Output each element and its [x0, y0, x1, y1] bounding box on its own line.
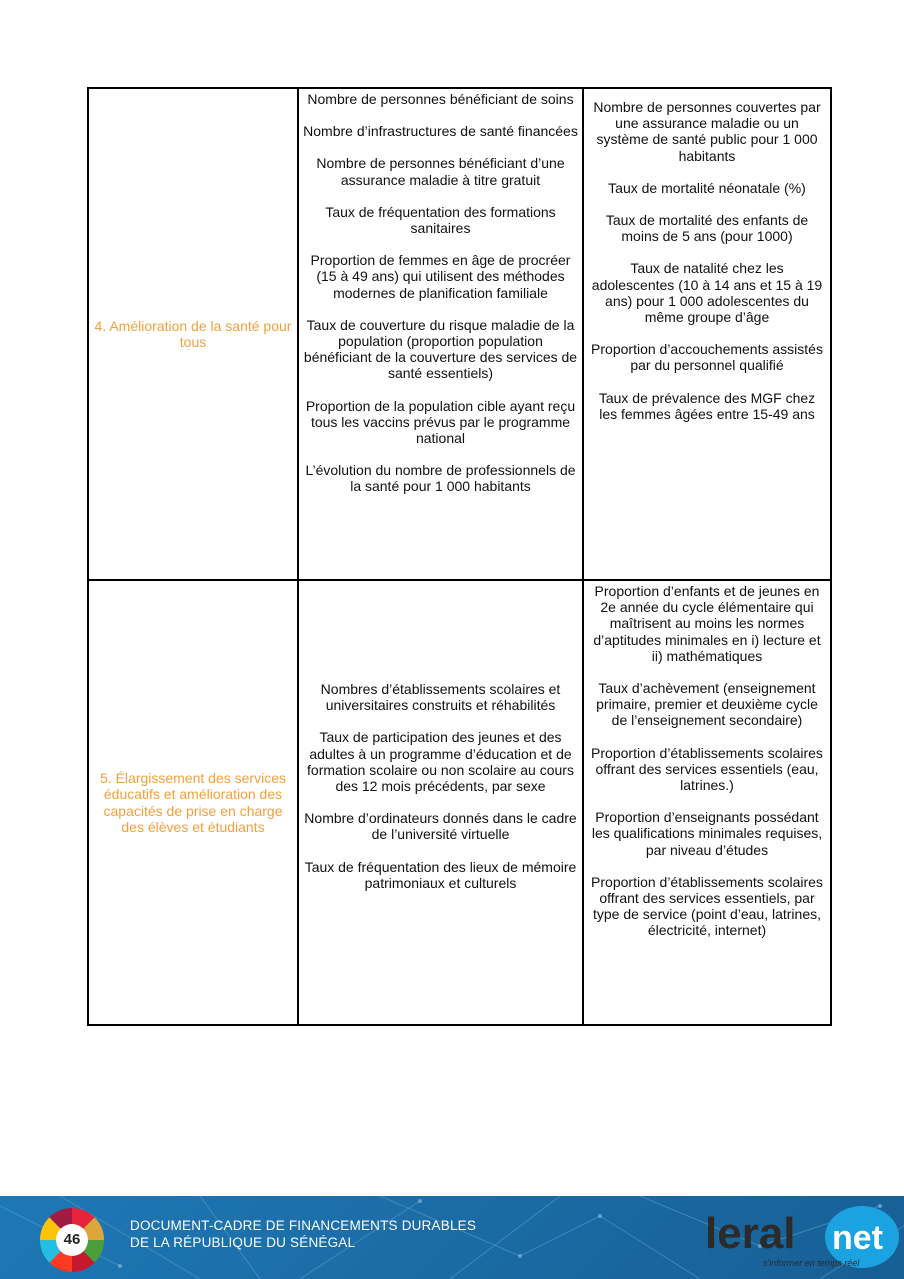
axis-cell: [88, 580, 298, 1025]
measure-item: Taux de fréquentation des lieux de mémoire patrimoniaux et culturels: [304, 858, 577, 891]
measure-item: Proportion de la population cible ayant reçu tous les vaccins prévus par le programme national: [305, 397, 576, 447]
measure-item: Taux de couverture du risque maladie de la population (proportion population bénéficiant de la couverture des services de santé essentiels): [303, 316, 578, 382]
logo-word-net: net: [832, 1219, 883, 1257]
indicator-item: Taux de mortalité néonatale (%): [608, 179, 806, 196]
indicators-cell: [583, 580, 831, 1025]
indicator-item: Taux de prévalence des MGF chez les femmes âgées entre 15-49 ans: [598, 389, 816, 422]
measure-item: Taux de participation des jeunes et des adultes à un programme d’éducation et de formation scolaire ou non scolaire au cours des 12 mois précédents, par sexe: [307, 729, 574, 795]
measure-item: Nombre d’infrastructures de santé financées: [303, 123, 578, 140]
axis-cell: [88, 88, 298, 580]
measure-item: Proportion de femmes en âge de procréer (15 à 49 ans) qui utilisent des méthodes modernes de planification familiale: [310, 252, 571, 301]
indicator-item: Proportion d’enfants et de jeunes en 2e année du cycle élémentaire qui maîtrisent au moins les normes d’aptitudes minimales en i) lecture et ii) mathématiques: [593, 583, 821, 664]
indicator-item: Nombre de personnes couvertes par une assurance maladie ou un système de santé public pour 1 000 habitants: [593, 99, 821, 164]
indicator-item: Taux d’achèvement (enseignement primaire, premier et deuxième cycle de l’enseignement secondaire): [596, 680, 818, 729]
title-line: DOCUMENT-CADRE DE FINANCEMENTS DURABLES: [130, 1218, 477, 1233]
axis-label: 5. Élargissement des services éducatifs et amélioration des capacités de prise en charge des élèves et étudiants: [100, 769, 286, 835]
leralnet-logo: [705, 1204, 900, 1274]
indicator-item: Taux de natalité chez les adolescentes (10 à 14 ans et 15 à 19 ans) pour 1 000 adolescentes du même groupe d’âge: [591, 260, 823, 326]
measures-cell: [298, 580, 583, 1025]
results-framework-table: [87, 87, 832, 1026]
title-line: DE LA RÉPUBLIQUE DU SÉNÉGAL: [130, 1235, 356, 1250]
measure-item: Nombre de personnes bénéficiant de soins: [307, 91, 574, 107]
indicator-item: Taux de mortalité des enfants de moins de 5 ans (pour 1000): [605, 212, 809, 245]
table-row: [88, 580, 831, 1025]
measure-item: L’évolution du nombre de professionnels de la santé pour 1 000 habitants: [305, 462, 576, 495]
document-title: [130, 1217, 476, 1251]
indicator-item: Proportion d’enseignants possédant les qualifications minimales requises, par niveau d’études: [591, 809, 823, 858]
page-number: 46: [56, 1224, 88, 1256]
logo-word-leral: leral: [705, 1209, 796, 1258]
measure-item: Nombres d’établissements scolaires et universitaires construits et réhabilités: [320, 681, 561, 714]
indicator-item: Proportion d’établissements scolaires offrant des services essentiels, par type de service (point d’eau, latrines, électricité, internet): [591, 873, 823, 939]
measure-item: Taux de fréquentation des formations sanitaires: [325, 203, 556, 237]
indicator-item: Proportion d’accouchements assistés par du personnel qualifié: [591, 341, 823, 374]
logo-tagline: s'informer en temps réel: [763, 1258, 860, 1268]
axis-label: 4. Amélioration de la santé pour tous: [94, 317, 292, 350]
table-row: [88, 88, 831, 580]
indicator-item: Proportion d’établissements scolaires offrant des services essentiels (eau, latrines.): [591, 744, 823, 794]
measure-item: Nombre d’ordinateurs donnés dans le cadre de l’université virtuelle: [304, 810, 577, 843]
measures-cell: [298, 88, 583, 580]
indicators-cell: [583, 88, 831, 580]
measure-item: Nombre de personnes bénéficiant d’une assurance maladie à titre gratuit: [316, 155, 565, 188]
